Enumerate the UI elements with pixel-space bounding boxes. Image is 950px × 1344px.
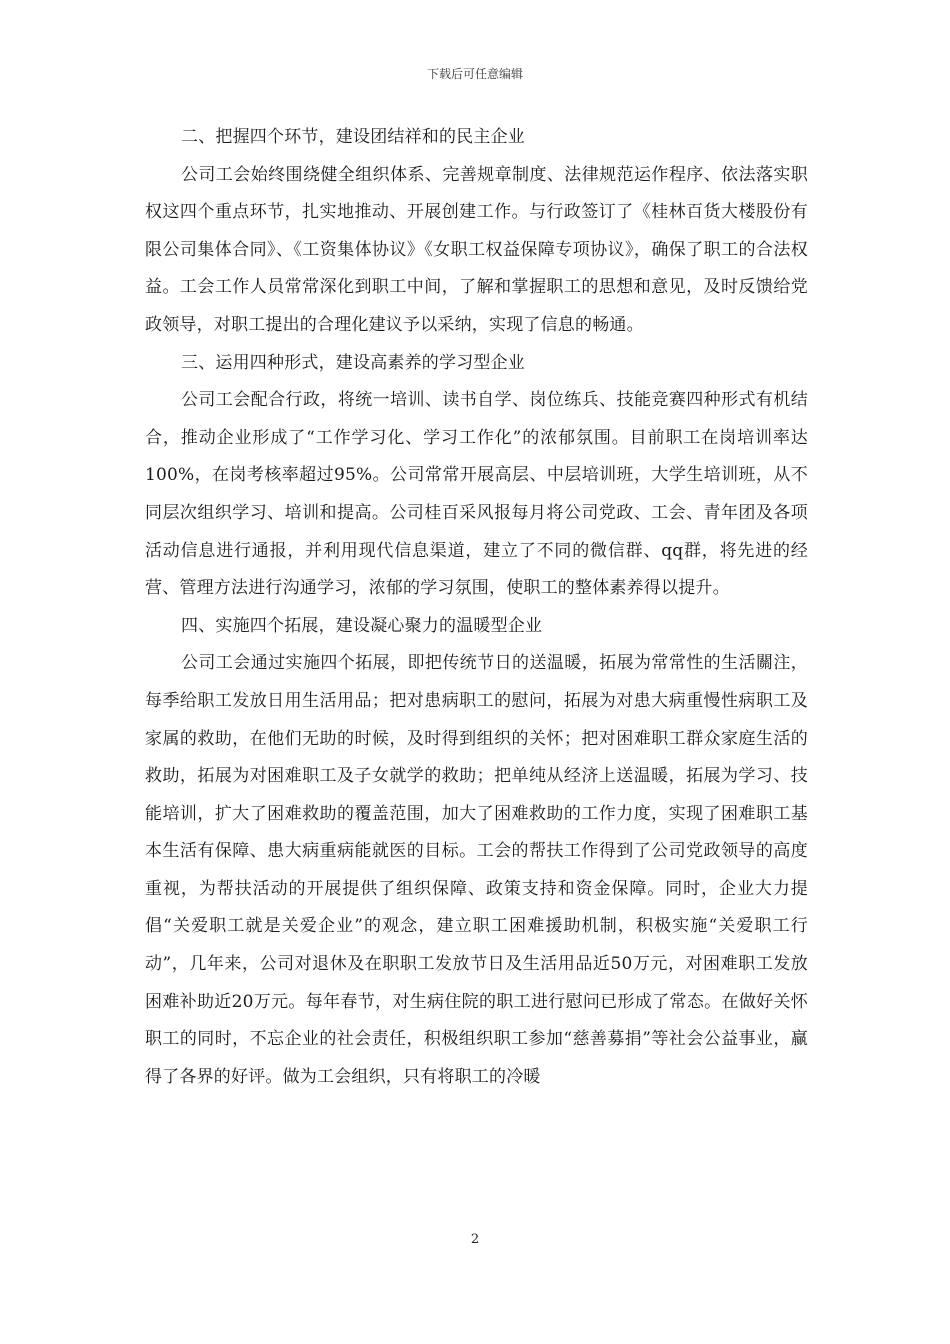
section-heading-2: 二、把握四个环节，建设团结祥和的民主企业 [181, 127, 525, 147]
section-heading-4: 四、实施四个拓展，建设凝心聚力的温暖型企业 [181, 615, 543, 636]
page-number: 2 [470, 1232, 480, 1247]
section-heading-3: 三、运用四种形式，建设高素养的学习型企业 [181, 352, 525, 373]
section-paragraph-3: 公司工会配合行政，将统一培训、读书自学、岗位练兵、技能竞赛四种形式有机结合，推动企业形成了“工作学习化、学习工作化”的浓郁氛围。目前职工在岗培训率达100%，在岗考核率超过95%。公司常常开展高层、中层培训班，大学生培训班，从不同层次组织学习、培训和提高。公司桂百采风报每月将公司党政、工会、青年团及各项活动信息进行通报，并利用现代信息渠道，建立了不同的微信群、qq群，将先进的经营、管理方法进行沟通学习，浓郁的学习氛围，使职工的整体素养得以提升。 [145, 390, 808, 599]
section-paragraph-2: 公司工会始终围绕健全组织体系、完善规章制度、法律规范运作程序、依法落实职权这四个重点环节，扎实地推动、开展创建工作。与行政签订了《桂林百货大楼股份有限公司集体合同》、《工资集体协议》《女职工权益保障专项协议》，确保了职工的合法权益。工会工作人员常常深化到职工中间，了解和掌握职工的思想和意见，及时反馈给党政领导，对职工提出的合理化建议予以采纳，实现了信息的畅通。 [145, 164, 808, 335]
document-body [145, 119, 808, 1096]
section-paragraph-4: 公司工会通过实施四个拓展，即把传统节日的送温暖，拓展为常常性的生活關注，每季给职工发放日用生活用品；把对患病职工的慰问，拓展为对患大病重慢性病职工及家属的救助，在他们无助的时候，及时得到组织的关怀；把对困难职工群众家庭生活的救助，拓展为对困难职工及子女就学的救助；把单纯从经济上送温暖，拓展为学习、技能培训，扩大了困难救助的覆盖范围，加大了困难救助的工作力度，实现了困难职工基本生活有保障、患大病重病能就医的目标。工会的帮扶工作得到了公司党政领导的高度重视，为帮扶活动的开展提供了组织保障、政策支持和资金保障。同时，企业大力提倡“关爱职工就是关爱企业”的观念，建立职工困难援助机制，积极实施“关爱职工行动”，几年来，公司对退休及在职职工发放节日及生活用品近50万元，对困难职工发放困难补助近20万元。每年春节，对生病住院的职工进行慰问已形成了常态。在做好关怀职工的同时，不忘企业的社会责任，积极组织职工参加“慈善募捐”等社会公益事业，赢得了各界的好评。做为工会组织，只有将职工的冷暖 [145, 653, 808, 1087]
page-header: 下载后可任意编辑 [426, 67, 523, 81]
